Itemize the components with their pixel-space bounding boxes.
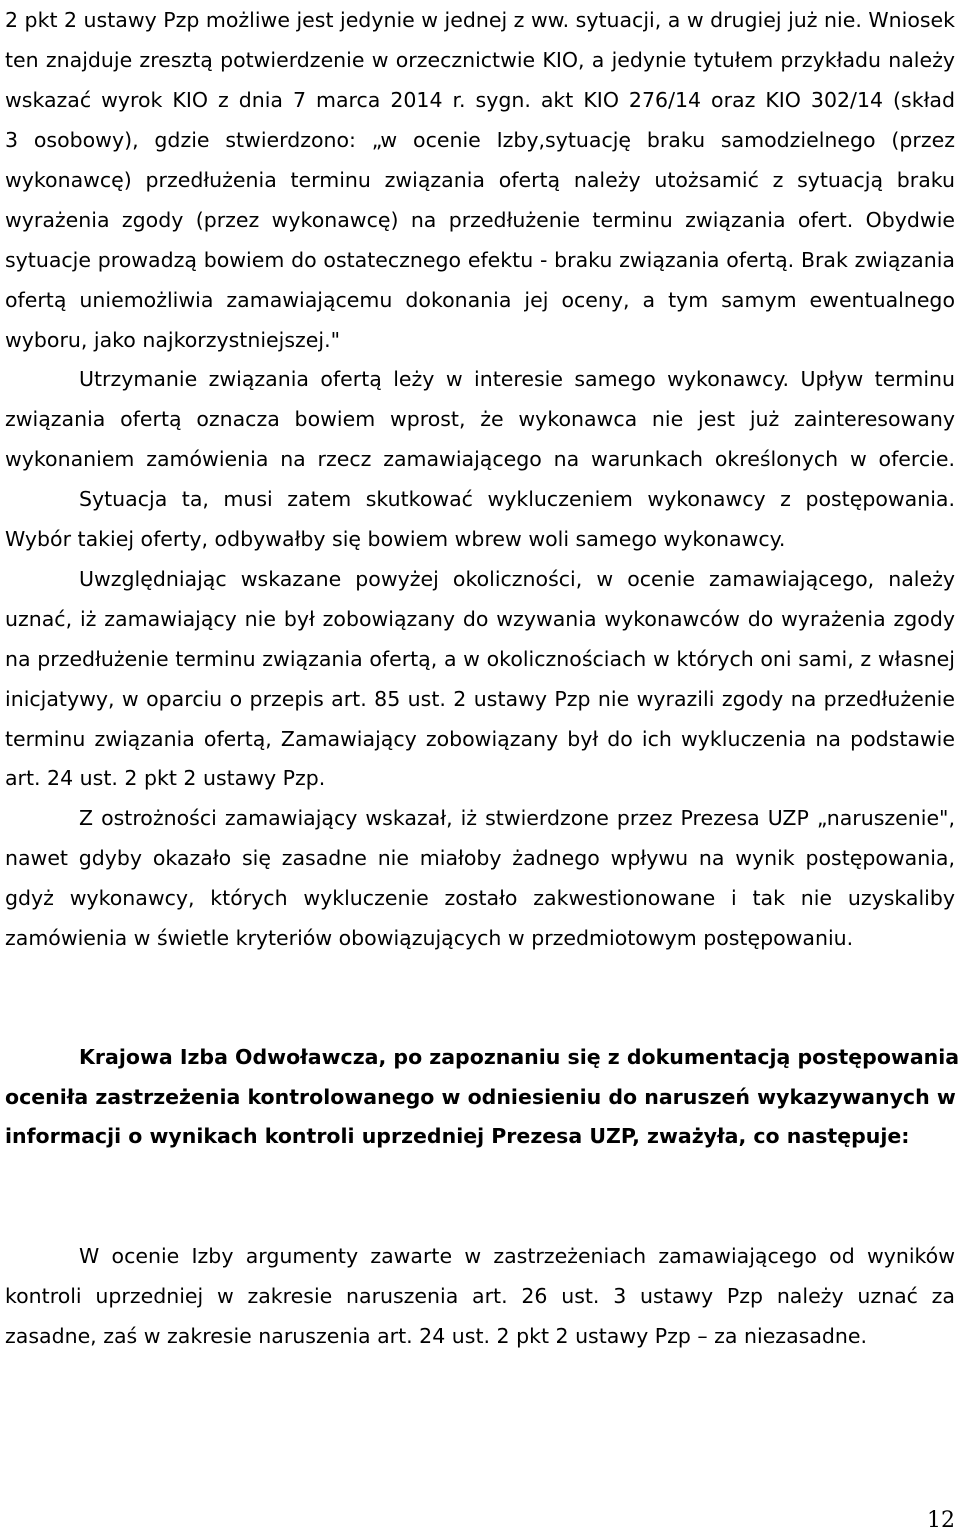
text-line: zasadne, zaś w zakresie naruszenia art. 24 ust. 2 pkt 2 ustawy Pzp – za niezasadne. (5, 1324, 868, 1348)
text-line: wyrażenia zgody (przez wykonawcę) na przedłużenie terminu związania ofert. Obydwie (5, 208, 955, 232)
text-line: wykonawcę) przedłużenia terminu związania ofertą należy utożsamić z sytuacją braku (5, 168, 955, 192)
section-heading-line: informacji o wynikach kontroli uprzedniej Prezesa UZP, zważyła, co następuje: (5, 1124, 910, 1148)
text-line: terminu związania ofertą, Zamawiający zobowiązany był do ich wykluczenia na podstawie (5, 727, 955, 751)
text-line: art. 24 ust. 2 pkt 2 ustawy Pzp. (5, 766, 326, 790)
text-line: zamówienia w świetle kryteriów obowiązujących w przedmiotowym postępowaniu. (5, 926, 854, 950)
text-line: nawet gdyby okazało się zasadne nie miałoby żadnego wpływu na wynik postępowania, (5, 846, 955, 870)
text-line: 3 osobowy), gdzie stwierdzono: „w ocenie Izby,sytuację braku samodzielnego (przez (5, 128, 955, 152)
text-line: W ocenie Izby argumenty zawarte w zastrzeżeniach zamawiającego od wyników (79, 1244, 955, 1268)
text-line: Utrzymanie związania ofertą leży w interesie samego wykonawcy. Upływ terminu (79, 367, 955, 391)
text-line: Z ostrożności zamawiający wskazał, iż stwierdzone przez Prezesa UZP „naruszenie", (79, 806, 955, 830)
text-line: inicjatywy, w oparciu o przepis art. 85 ust. 2 ustawy Pzp nie wyrazili zgody na przedłużenie (5, 687, 955, 711)
text-line: ten znajduje zresztą potwierdzenie w orzecznictwie KIO, a jedynie tytułem przykładu należy (5, 48, 955, 72)
page-number: 12 (927, 1508, 955, 1533)
text-line: Wybór takiej oferty, odbywałby się bowiem wbrew woli samego wykonawcy. (5, 527, 786, 551)
text-line: kontroli uprzedniej w zakresie naruszenia art. 26 ust. 3 ustawy Pzp należy uznać za (5, 1284, 955, 1308)
section-heading-line: Krajowa Izba Odwoławcza, po zapoznaniu się z dokumentacją postępowania (79, 1045, 960, 1069)
text-line: 2 pkt 2 ustawy Pzp możliwe jest jedynie w jednej z ww. sytuacji, a w drugiej już nie. Wniosek (5, 8, 956, 32)
text-line: wskazać wyrok KIO z dnia 7 marca 2014 r. sygn. akt KIO 276/14 oraz KIO 302/14 (skład (5, 88, 955, 112)
section-heading-line: oceniła zastrzeżenia kontrolowanego w odniesieniu do naruszeń wykazywanych w (5, 1085, 956, 1109)
text-line: gdyż wykonawcy, których wykluczenie zostało zakwestionowane i tak nie uzyskaliby (5, 886, 955, 910)
text-line: związania ofertą oznacza bowiem wprost, że wykonawca nie jest już zainteresowany (5, 407, 955, 431)
text-line: sytuacje prowadzą bowiem do ostatecznego efektu - braku związania ofertą. Brak związania (5, 248, 955, 272)
text-line: uznać, iż zamawiający nie był zobowiązany do wzywania wykonawców do wyrażenia zgody (5, 607, 955, 631)
text-line: Uwzględniając wskazane powyżej okoliczności, w ocenie zamawiającego, należy (79, 567, 955, 591)
text-line: ofertą uniemożliwia zamawiającemu dokonania jej oceny, a tym samym ewentualnego (5, 288, 955, 312)
text-line: wykonaniem zamówienia na rzecz zamawiającego na warunkach określonych w ofercie. (5, 447, 955, 471)
text-line: Sytuacja ta, musi zatem skutkować wykluczeniem wykonawcy z postępowania. (79, 487, 955, 511)
text-line: na przedłużenie terminu związania ofertą, a w okolicznościach w których oni sami, z własnej (5, 647, 955, 671)
text-line: wyboru, jako najkorzystniejszej." (5, 328, 341, 352)
